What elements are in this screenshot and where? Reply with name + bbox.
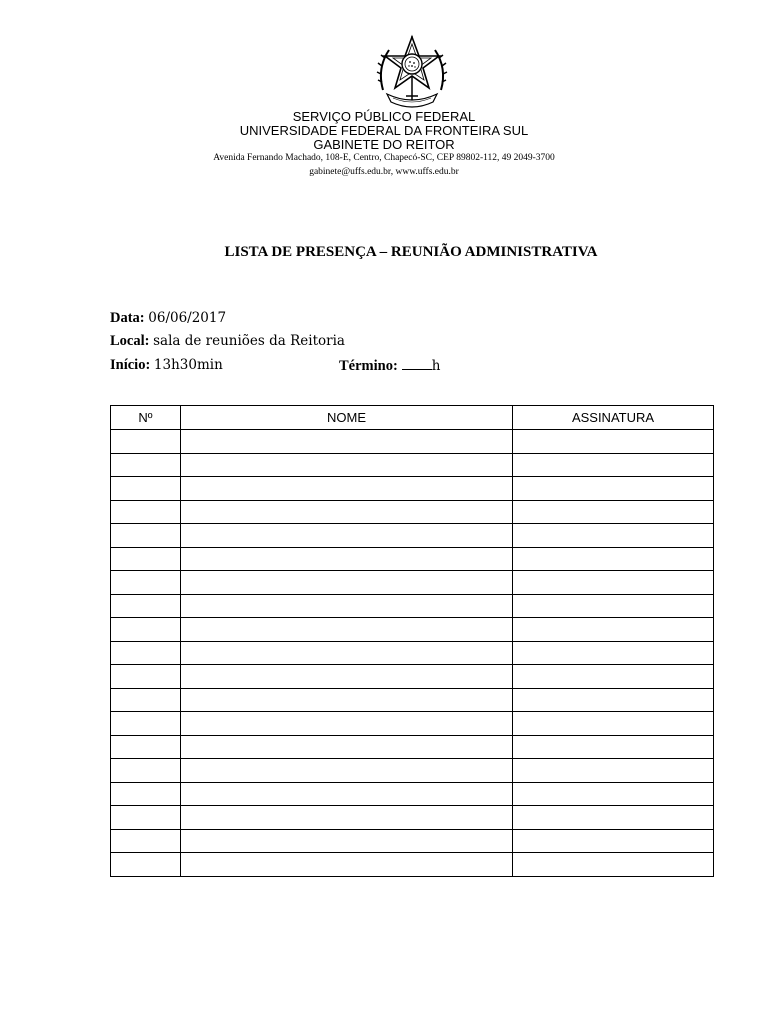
date-value: 06/06/2017 [148, 310, 227, 326]
document-title: LISTA DE PRESENÇA – REUNIÃO ADMINISTRATIVA [224, 244, 598, 260]
number-cell[interactable] [111, 759, 181, 783]
table-row [111, 430, 714, 454]
number-cell[interactable] [111, 477, 181, 501]
name-cell[interactable] [181, 571, 513, 595]
start-time-label: Início: [110, 357, 151, 373]
header-contact: gabinete@uffs.edu.br, www.uffs.edu.br [309, 167, 459, 177]
name-cell[interactable] [181, 759, 513, 783]
signature-cell[interactable] [513, 453, 714, 477]
end-time-blank[interactable] [402, 357, 432, 370]
table-row [111, 759, 714, 783]
name-cell[interactable] [181, 806, 513, 830]
table-row [111, 618, 714, 642]
signature-cell[interactable] [513, 688, 714, 712]
signature-cell[interactable] [513, 524, 714, 548]
end-time-label: Término: [339, 358, 398, 374]
header-service-line: SERVIÇO PÚBLICO FEDERAL [292, 109, 476, 124]
column-header-signature: ASSINATURA [513, 406, 714, 430]
name-cell[interactable] [181, 829, 513, 853]
attendance-table [110, 405, 714, 877]
number-cell[interactable] [111, 524, 181, 548]
number-cell[interactable] [111, 853, 181, 877]
start-time-value: 13h30min [153, 357, 223, 373]
signature-cell[interactable] [513, 853, 714, 877]
location-field [110, 333, 345, 350]
start-time-field [110, 357, 223, 374]
number-cell[interactable] [111, 453, 181, 477]
number-cell[interactable] [111, 735, 181, 759]
name-cell[interactable] [181, 641, 513, 665]
signature-cell[interactable] [513, 782, 714, 806]
signature-cell[interactable] [513, 735, 714, 759]
end-time-suffix: h [431, 358, 441, 374]
table-header-row [111, 406, 714, 430]
signature-cell[interactable] [513, 571, 714, 595]
location-label: Local: [110, 333, 150, 349]
brazil-coat-of-arms-icon [373, 32, 451, 108]
name-cell[interactable] [181, 782, 513, 806]
table-row [111, 806, 714, 830]
name-cell[interactable] [181, 477, 513, 501]
number-cell[interactable] [111, 618, 181, 642]
signature-cell[interactable] [513, 430, 714, 454]
signature-cell[interactable] [513, 594, 714, 618]
header-address: Avenida Fernando Machado, 108-E, Centro, Chapecó-SC, CEP 89802-112, 49 2049-3700 [213, 153, 555, 163]
header-university-line: UNIVERSIDADE FEDERAL DA FRONTEIRA SUL [239, 123, 529, 138]
table-row [111, 853, 714, 877]
name-cell[interactable] [181, 547, 513, 571]
table-row [111, 665, 714, 689]
name-cell[interactable] [181, 594, 513, 618]
number-cell[interactable] [111, 500, 181, 524]
signature-cell[interactable] [513, 712, 714, 736]
column-header-number: Nº [111, 406, 181, 430]
table-row [111, 547, 714, 571]
signature-cell[interactable] [513, 618, 714, 642]
table-row [111, 594, 714, 618]
signature-cell[interactable] [513, 477, 714, 501]
table-row [111, 829, 714, 853]
table-row [111, 712, 714, 736]
table-row [111, 571, 714, 595]
number-cell[interactable] [111, 806, 181, 830]
number-cell[interactable] [111, 571, 181, 595]
table-row [111, 688, 714, 712]
number-cell[interactable] [111, 829, 181, 853]
signature-cell[interactable] [513, 641, 714, 665]
name-cell[interactable] [181, 618, 513, 642]
name-cell[interactable] [181, 688, 513, 712]
table-row [111, 641, 714, 665]
table-row [111, 453, 714, 477]
signature-cell[interactable] [513, 806, 714, 830]
name-cell[interactable] [181, 853, 513, 877]
signature-cell[interactable] [513, 829, 714, 853]
number-cell[interactable] [111, 712, 181, 736]
attendance-rows [111, 430, 714, 877]
name-cell[interactable] [181, 453, 513, 477]
table-row [111, 477, 714, 501]
date-field [110, 310, 226, 327]
signature-cell[interactable] [513, 547, 714, 571]
number-cell[interactable] [111, 547, 181, 571]
name-cell[interactable] [181, 500, 513, 524]
name-cell[interactable] [181, 665, 513, 689]
table-row [111, 524, 714, 548]
number-cell[interactable] [111, 688, 181, 712]
number-cell[interactable] [111, 641, 181, 665]
name-cell[interactable] [181, 524, 513, 548]
table-row [111, 735, 714, 759]
header-office-line: GABINETE DO REITOR [313, 137, 455, 152]
table-row [111, 782, 714, 806]
table-row [111, 500, 714, 524]
number-cell[interactable] [111, 430, 181, 454]
name-cell[interactable] [181, 735, 513, 759]
number-cell[interactable] [111, 782, 181, 806]
number-cell[interactable] [111, 665, 181, 689]
signature-cell[interactable] [513, 665, 714, 689]
signature-cell[interactable] [513, 759, 714, 783]
name-cell[interactable] [181, 712, 513, 736]
column-header-name: NOME [181, 406, 513, 430]
date-label: Data: [110, 310, 145, 326]
signature-cell[interactable] [513, 500, 714, 524]
location-value: sala de reuniões da Reitoria [153, 333, 345, 349]
name-cell[interactable] [181, 430, 513, 454]
number-cell[interactable] [111, 594, 181, 618]
end-time-field [339, 357, 441, 375]
